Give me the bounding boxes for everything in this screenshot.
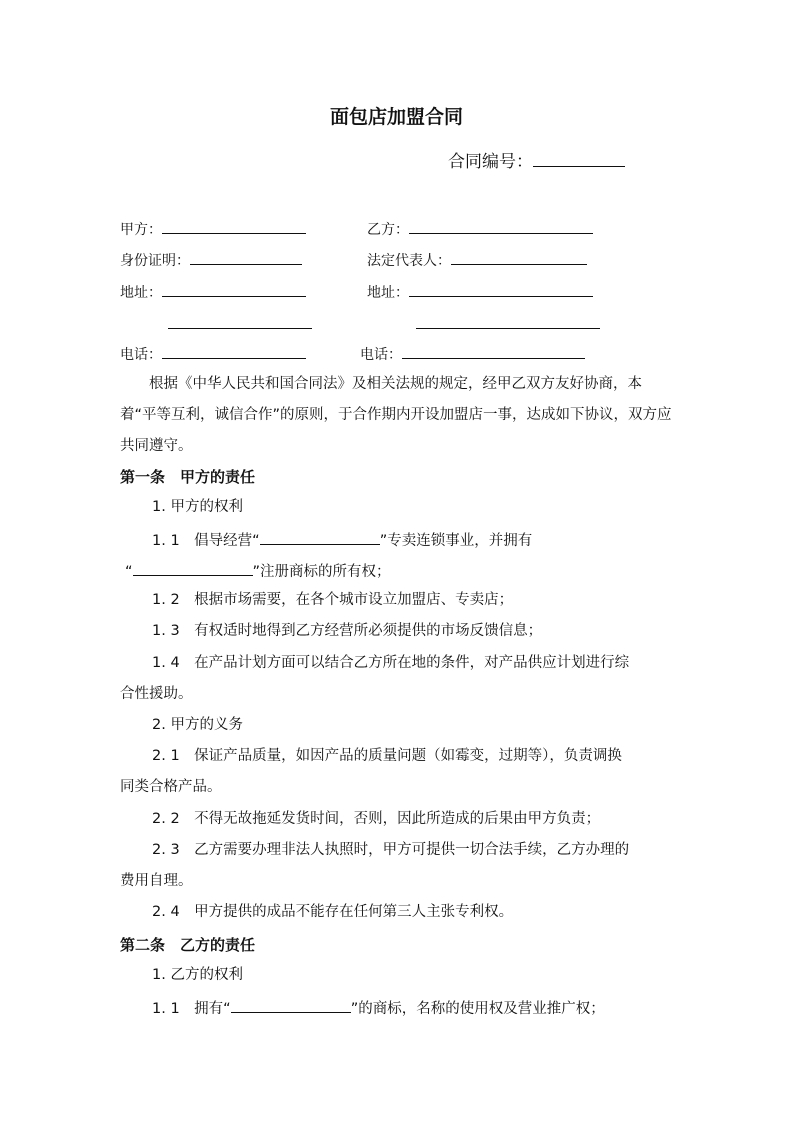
phone-b-label: 电话： (360, 347, 402, 363)
party-b-blank (409, 217, 593, 234)
legal-rep-label: 法定代表人： (367, 253, 451, 269)
address-b-blank (409, 280, 593, 297)
clause-1-1 (152, 528, 532, 551)
party-b-label: 乙方： (367, 222, 409, 238)
clause-1-1-quote-open: “ (125, 564, 133, 580)
clause-2-3-line2: 费用自理。 (120, 873, 193, 889)
address-a-label: 地址： (120, 285, 162, 301)
clause-1-3: 1. 3 有权适时地得到乙方经营所必须提供的市场反馈信息； (152, 623, 543, 639)
address-a-blank-line2 (168, 312, 312, 329)
address-b-label: 地址： (367, 285, 409, 301)
id-label: 身份证明： (120, 253, 190, 269)
address-b-blank-line2 (416, 312, 600, 329)
section-1-title: 1. 甲方的权利 (152, 499, 243, 515)
address-a-field (120, 280, 306, 303)
party-a-field (120, 217, 306, 240)
contract-number (448, 147, 625, 172)
address-a-blank (162, 280, 306, 297)
id-field (120, 248, 302, 271)
clause-2-4: 2. 4 甲方提供的成品不能存在任何第三人主张专利权。 (152, 904, 514, 920)
clause-1-1-text-post: ”专卖连锁事业，并拥有 (379, 533, 533, 549)
article-1-heading: 第一条 甲方的责任 (120, 468, 256, 486)
clause-b1-1-blank (231, 996, 351, 1013)
legal-rep-blank (451, 248, 587, 265)
clause-2-3-line1: 2. 3 乙方需要办理非法人执照时，甲方可提供一切合法手续，乙方办理的 (152, 842, 630, 858)
contract-number-blank (533, 150, 625, 167)
clause-1-1-continued (125, 559, 391, 582)
clause-2-1-line1: 2. 1 保证产品质量，如因产品的质量问题（如霉变，过期等），负责调换 (152, 748, 622, 764)
clause-b1-1-text: 1. 1 拥有“ (152, 1001, 231, 1017)
party-b-field (367, 217, 593, 240)
article-2-heading: 第二条 乙方的责任 (120, 936, 256, 954)
party-a-blank (162, 217, 306, 234)
section-b1-title: 1. 乙方的权利 (152, 967, 243, 983)
legal-rep-field (367, 248, 587, 271)
clause-1-4-line1: 1. 4 在产品计划方面可以结合乙方所在地的条件，对产品供应计划进行综 (152, 655, 630, 671)
clause-2-2: 2. 2 不得无故拖延发货时间，否则，因此所造成的后果由甲方负责； (152, 811, 601, 827)
clause-b1-1-text-post: ”的商标，名称的使用权及营业推广权； (350, 1001, 605, 1017)
id-blank (190, 248, 302, 265)
phone-a-label: 电话： (120, 347, 162, 363)
contract-number-label: 合同编号： (448, 152, 533, 172)
clause-1-2: 1. 2 根据市场需要，在各个城市设立加盟店、专卖店； (152, 592, 514, 608)
clause-1-1-text: 1. 1 倡导经营“ (152, 533, 260, 549)
document-title: 面包店加盟合同 (329, 106, 463, 128)
clause-1-1-cont-text: ”注册商标的所有权； (252, 564, 391, 580)
phone-b-blank (402, 342, 585, 359)
clause-b1-1 (152, 996, 605, 1019)
phone-a-blank (162, 342, 306, 359)
clause-1-4-line2: 合性援助。 (120, 686, 193, 702)
clause-1-1-blank (260, 528, 380, 545)
party-a-label: 甲方： (120, 222, 162, 238)
clause-2-1-line2: 同类合格产品。 (120, 779, 222, 795)
phone-a-field (120, 342, 306, 365)
intro-paragraph: 根据《中华人民共和国合同法》及相关法规的规定，经甲乙双方友好协商，本着“平等互利，诚信合作”的原则，于合作期内开设加盟店一事，达成如下协议，双方应共同遵守。 (120, 376, 672, 454)
clause-1-1-trademark-blank (133, 559, 253, 576)
phone-b-field (360, 342, 585, 365)
section-2-title: 2. 甲方的义务 (152, 717, 243, 733)
address-b-field (367, 280, 593, 303)
